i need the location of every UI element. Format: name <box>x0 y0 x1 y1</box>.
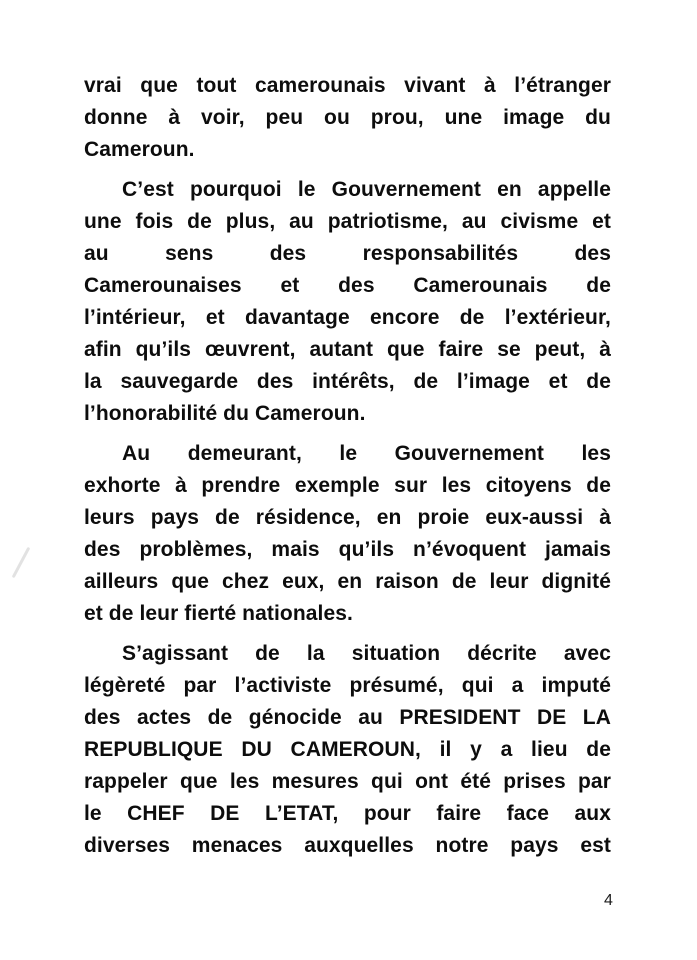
text-line: C’est pourquoi le Gouvernement en appelle <box>122 178 611 201</box>
text-line: Camerounaises et des Camerounais de <box>84 274 611 297</box>
text-line: Cameroun. <box>84 138 195 161</box>
paragraph <box>84 638 611 862</box>
text-line: Au demeurant, le Gouvernement les <box>122 442 611 465</box>
text-line: des actes de génocide au PRESIDENT DE LA <box>84 706 611 729</box>
text-line: une fois de plus, au patriotisme, au civisme et <box>84 210 611 233</box>
text-line: leurs pays de résidence, en proie eux-aussi à <box>84 506 611 529</box>
paragraph <box>84 174 611 430</box>
text-line: vrai que tout camerounais vivant à l’étranger <box>84 74 611 97</box>
text-line: diverses menaces auxquelles notre pays est <box>84 834 611 857</box>
text-line: exhorte à prendre exemple sur les citoyens de <box>84 474 611 497</box>
text-line: légèreté par l’activiste présumé, qui a imputé <box>84 674 611 697</box>
text-line: rappeler que les mesures qui ont été prises par <box>84 770 611 793</box>
page-number: 4 <box>604 892 613 909</box>
text-line: au sens des responsabilités des <box>84 242 611 265</box>
paragraph <box>84 70 611 166</box>
text-line: REPUBLIQUE DU CAMEROUN, il y a lieu de <box>84 738 611 761</box>
body-text <box>84 70 611 862</box>
text-line: l’honorabilité du Cameroun. <box>84 402 366 425</box>
text-line: des problèmes, mais qu’ils n’évoquent jamais <box>84 538 611 561</box>
text-line: donne à voir, peu ou prou, une image du <box>84 106 611 129</box>
text-line: l’intérieur, et davantage encore de l’extérieur, <box>84 306 611 329</box>
paragraph <box>84 438 611 630</box>
text-line: S’agissant de la situation décrite avec <box>122 642 611 665</box>
text-line: afin qu’ils œuvrent, autant que faire se peut, à <box>84 338 611 361</box>
scan-artifact <box>12 547 31 578</box>
text-line: et de leur fierté nationales. <box>84 602 353 625</box>
text-line: la sauvegarde des intérêts, de l’image et de <box>84 370 611 393</box>
text-line: le CHEF DE L’ETAT, pour faire face aux <box>84 802 611 825</box>
text-line: ailleurs que chez eux, en raison de leur dignité <box>84 570 611 593</box>
